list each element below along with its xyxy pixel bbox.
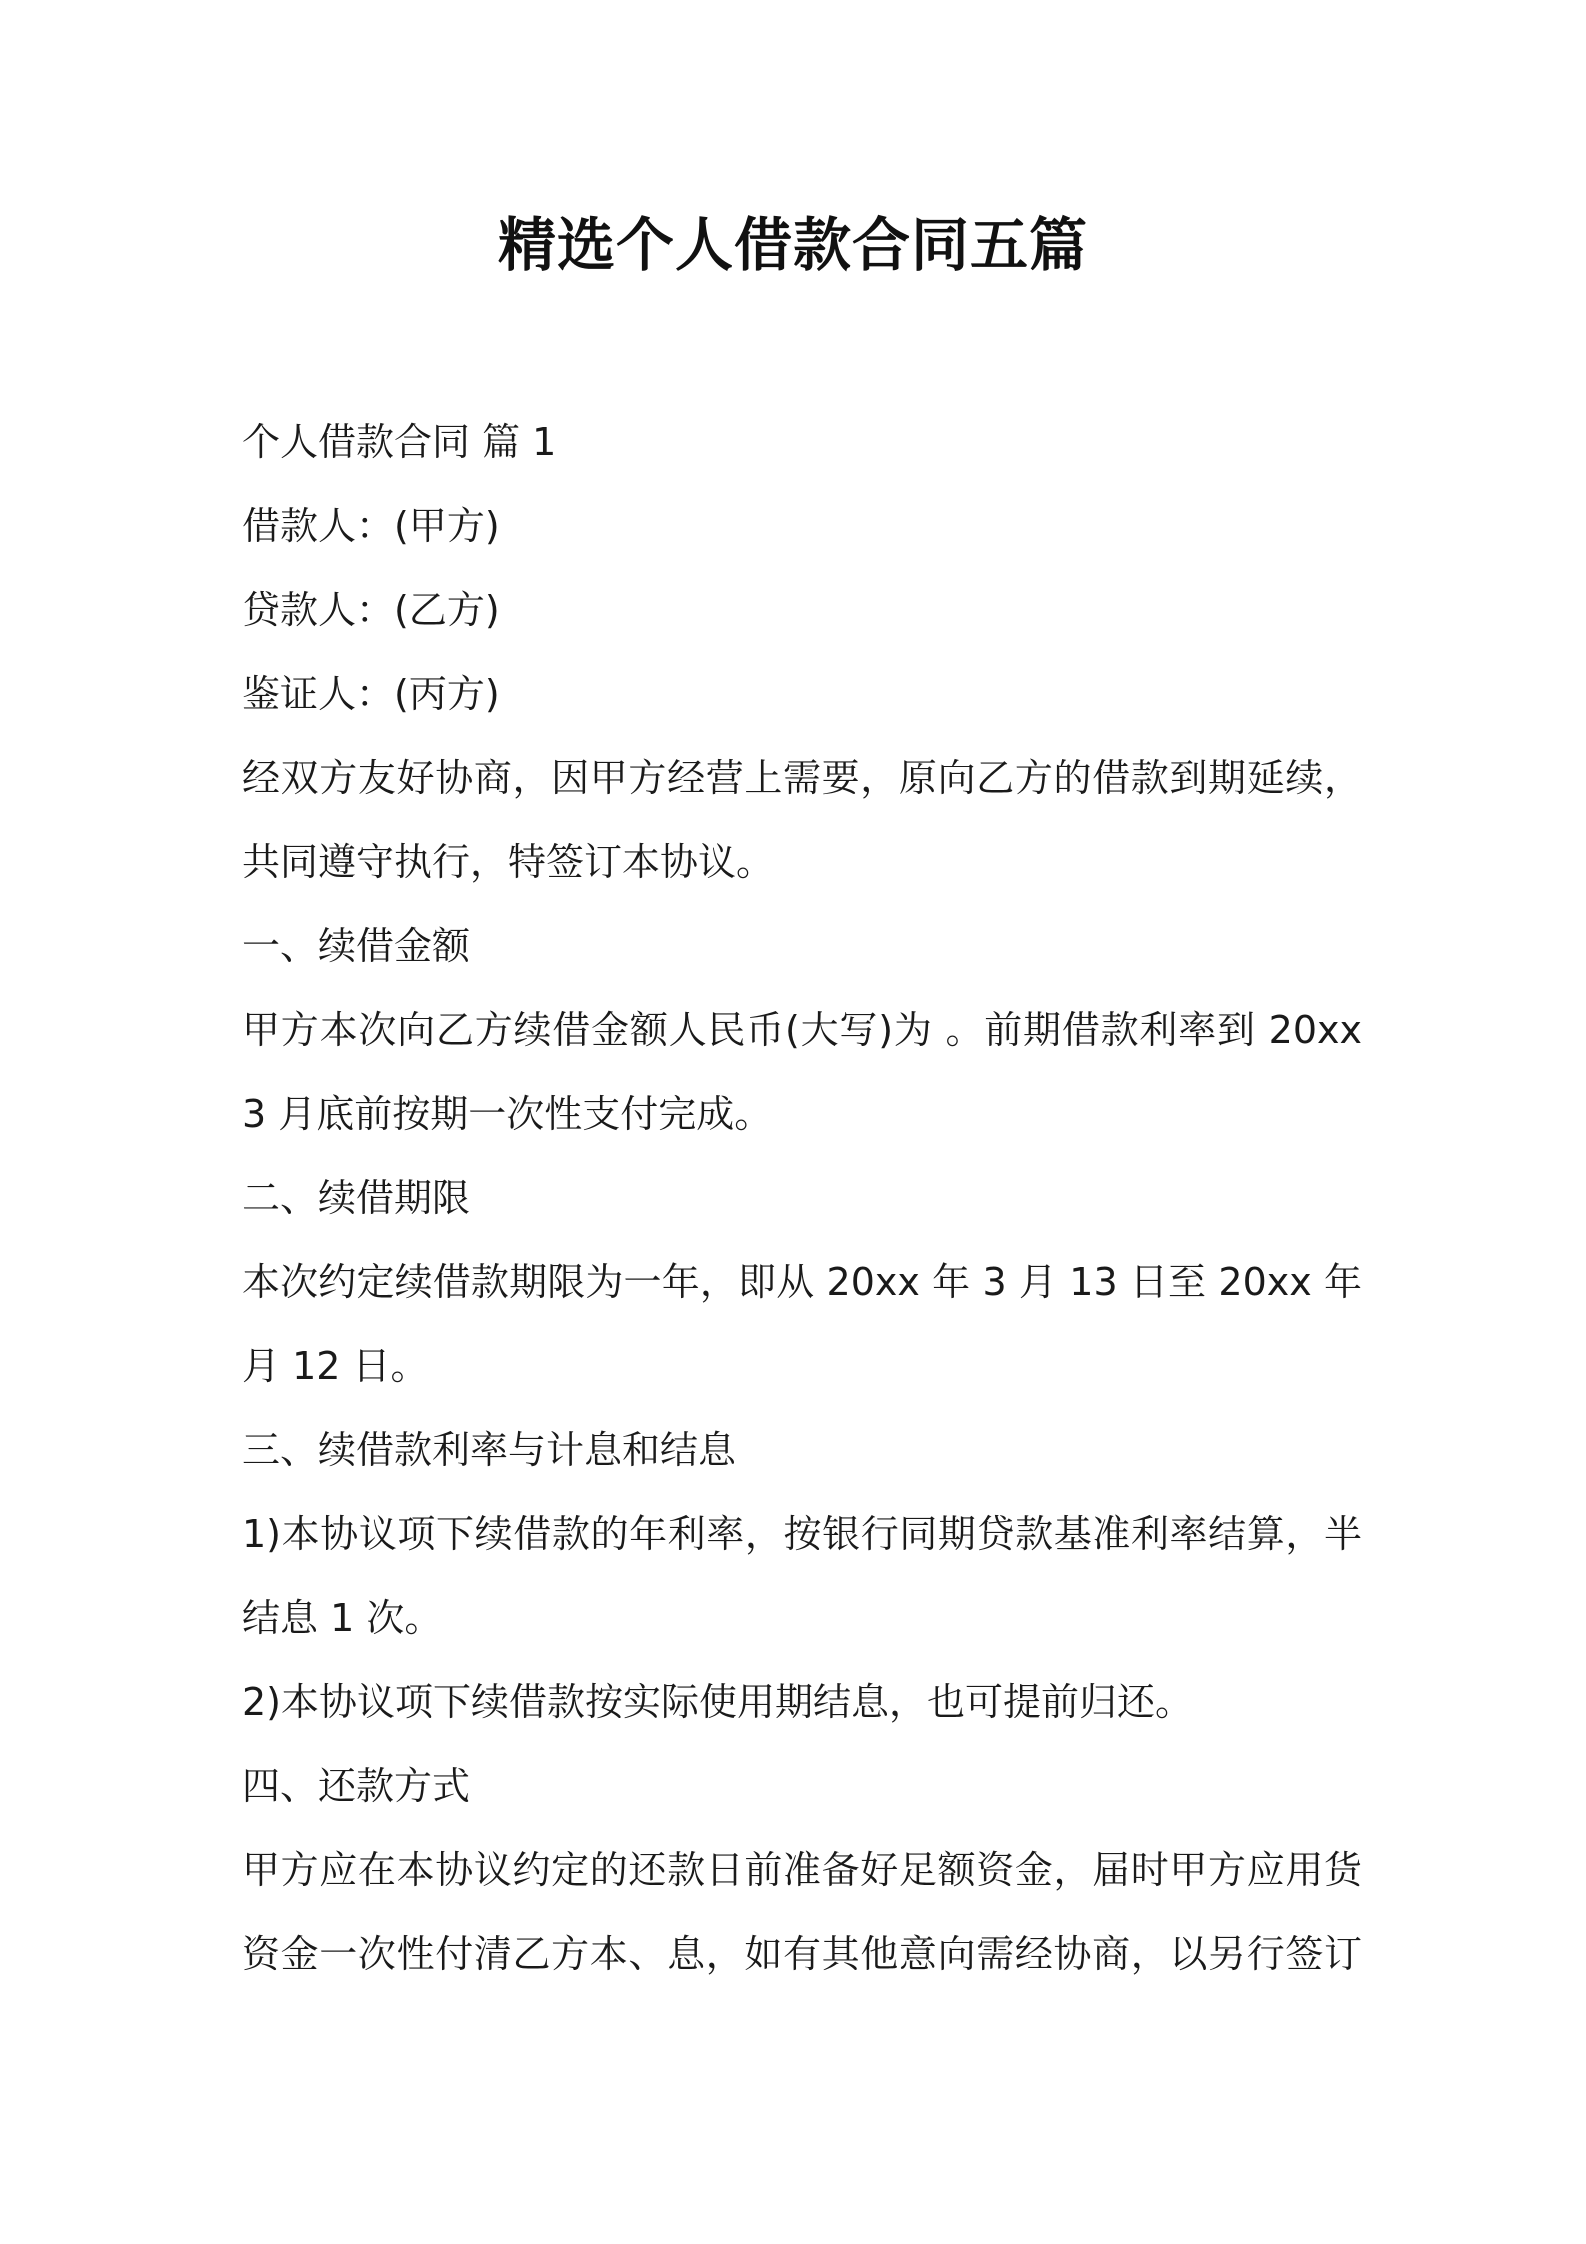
- paragraph-line: 2)本协议项下续借款按实际使用期结息，也可提前归还。: [242, 1680, 1194, 1724]
- paragraph-line: 1)本协议项下续借款的年利率，按银行同期贷款基准利率结算，半: [242, 1512, 1362, 1556]
- witness-line: 鉴证人：(丙方): [242, 672, 500, 716]
- borrower-line: 借款人：(甲方): [242, 504, 500, 548]
- paragraph-line: 共同遵守执行，特签订本协议。: [242, 840, 775, 884]
- paragraph-line: 资金一次性付清乙方本、息，如有其他意向需经协商，以另行签订: [242, 1932, 1362, 1976]
- clause-heading: 二、续借期限: [242, 1176, 471, 1220]
- clause-heading: 三、续借款利率与计息和结息: [242, 1428, 737, 1472]
- paragraph-line: 结息 1 次。: [242, 1596, 443, 1640]
- section-heading: 个人借款合同 篇 1: [242, 420, 557, 464]
- paragraph-line: 经双方友好协商，因甲方经营上需要，原向乙方的借款到期延续，: [242, 756, 1362, 800]
- paragraph-line: 月 12 日。: [242, 1344, 429, 1388]
- paragraph-line: 甲方应在本协议约定的还款日前准备好足额资金，届时甲方应用货: [242, 1848, 1362, 1892]
- document-body: [242, 400, 1362, 1996]
- clause-heading: 一、续借金额: [242, 924, 471, 968]
- paragraph-line: 3 月底前按期一次性支付完成。: [242, 1092, 773, 1136]
- lender-line: 贷款人：(乙方): [242, 588, 500, 632]
- clause-heading: 四、还款方式: [242, 1764, 471, 1808]
- document-title: 精选个人借款合同五篇: [497, 211, 1088, 279]
- paragraph-line: 甲方本次向乙方续借金额人民币(大写)为 。前期借款利率到 20xx: [242, 1008, 1362, 1052]
- paragraph-line: 本次约定续借款期限为一年，即从 20xx 年 3 月 13 日至 20xx 年: [242, 1260, 1362, 1304]
